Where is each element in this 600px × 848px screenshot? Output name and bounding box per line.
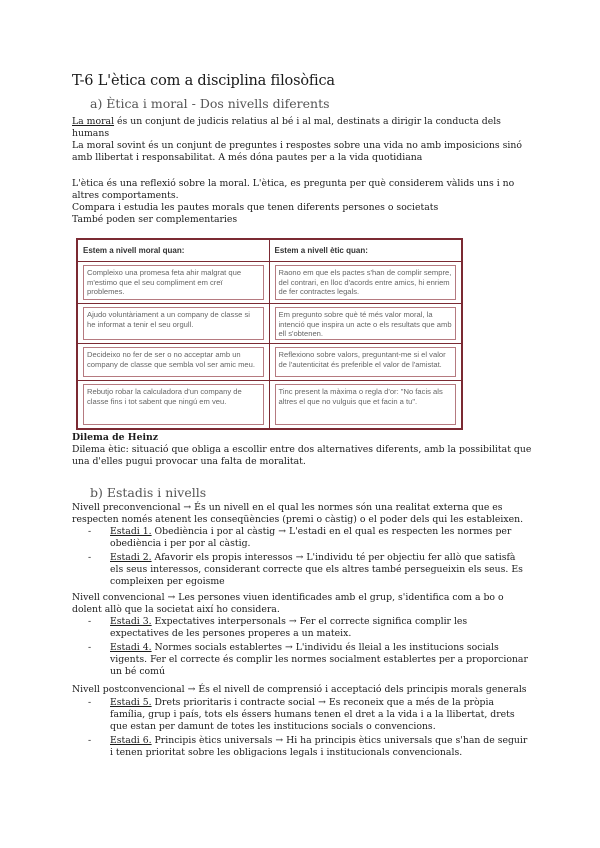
moral-definition: és un conjunt de judicis relatius al bé i al mal, destinats a dirigir la conducta dels humans: [72, 116, 501, 139]
dilema-heading: Dilema de Heinz: [72, 432, 159, 443]
term-moral: La moral: [72, 116, 115, 127]
table-header-moral: Estem a nivell moral quan:: [78, 240, 270, 262]
estadi-6-label: Estadi 6.: [110, 735, 152, 746]
estadi-6-text: Principis ètics universals → Hi ha principis ètics universals que s'han de seguir i tenen prioritat sobre les obligacions legals i institucionals convencionals.: [110, 735, 528, 758]
list-item-estadi-4: - Estadi 4. Normes socials establertes → L'individu és lleial a les institucions socials vigents. Fer el correcte és complir les normes socialment establertes per a proporcionar un bé comú: [88, 642, 528, 677]
estadi-3-label: Estadi 3.: [110, 616, 152, 627]
table-cell: Tinc present la màxima o regla d'or: "No facis als altres el que no vulguis que et facin a tu".: [270, 381, 462, 428]
paragraph-moral: [72, 116, 532, 140]
dilema-text: Dilema ètic: situació que obliga a escollir entre dos alternatives diferents, amb la possibilitat que una d'elles pugui provocar una falta de moralitat.: [72, 444, 532, 467]
list-item-estadi-6: - Estadi 6. Principis ètics universals → Hi ha principis ètics universals que s'han de seguir i tenen prioritat sobre les obligacions legals i institucionals convencionals.: [88, 735, 528, 758]
estadi-1-label: Estadi 1.: [110, 526, 152, 537]
preconventional-intro: Nivell preconvencional → És un nivell en el qual les normes són una realitat externa que es respecten només atenent les conseqüències (premi o càstig) o el poder dels qui les estableixen.: [72, 502, 524, 525]
page-title: T-6 L'ètica com a disciplina filosòfica: [72, 73, 335, 89]
estadi-2-label: Estadi 2.: [110, 552, 152, 563]
table-cell: Rebutjo robar la calculadora d'un company de classe fins i tot sabent que ningú em veu.: [78, 381, 270, 428]
paragraph-etica-3: També poden ser complementaries: [72, 214, 238, 225]
estadi-1-text: Obediència i por al càstig → L'estadi en el qual es respecten les normes per obediència i per por al càstig.: [110, 526, 512, 549]
table-cell: Reflexiono sobre valors, preguntant-me si el valor de l'autenticitat és preferible el valor de l'amistat.: [270, 344, 462, 381]
table-cell: Raono em que els pactes s'han de complir sempre, del contrari, en lloc d'acords entre amics, hi enriem de fer contractes legals.: [270, 262, 462, 304]
list-item-estadi-3: - Estadi 3. Expectatives interpersonals → Fer el correcte significa complir les expectatives de les persones properes a un mateix.: [88, 616, 468, 639]
estadi-5-text: Drets prioritaris i contracte social → Es reconeix que a més de la pròpia família, grup i país, tots els éssers humans tenen el dret a la vida i a la llibertat, drets que estan per damunt de totes les institucions socials o convencions.: [110, 697, 515, 732]
postconventional-intro: Nivell postconvencional → És el nivell de comprensió i acceptació dels principis morals generals: [72, 684, 527, 695]
estadi-4-label: Estadi 4.: [110, 642, 152, 653]
paragraph-etica-2: Compara i estudia les pautes morals que tenen diferents persones o societats: [72, 202, 439, 213]
estadi-2-text: Afavorir els propis interessos → L'individu té per objectiu fer allò que satisfà els seus interessos, considerant correcte que els altres també persegueixin els seus. Es compleixen per egoisme: [110, 552, 523, 587]
table-cell: Compleixo una promesa feta ahir malgrat que m'estimo que el seu compliment em creï problemes.: [78, 262, 270, 304]
estadi-5-label: Estadi 5.: [110, 697, 152, 708]
section-b-heading: b) Estadis i nivells: [90, 485, 207, 500]
conventional-intro: Nivell convencional → Les persones viuen identificades amb el grup, s'identifica com a bo o dolent allò que la societat així ho considera.: [72, 592, 504, 615]
table-cell: Decideixo no fer de ser o no acceptar amb un company de classe que sembla vol ser amic meu.: [78, 344, 270, 381]
table-cell: Em pregunto sobre què té més valor moral, la intenció que inspira un acte o els resultats que amb ell s'obtenen.: [270, 304, 462, 344]
paragraph-etica-1: L'ètica és una reflexió sobre la moral. L'ètica, es pregunta per què considerem vàlids uns i no altres comportaments.: [72, 178, 515, 201]
moral-vs-ethics-table: [76, 238, 463, 430]
estadi-3-text: Expectatives interpersonals → Fer el correcte significa complir les expectatives de les persones properes a un mateix.: [110, 616, 468, 639]
section-a-heading: a) Ètica i moral - Dos nivells diferents: [90, 96, 330, 111]
list-item-estadi-1: - Estadi 1. Obediència i por al càstig → L'estadi en el qual es respecten les normes per obediència i per por al càstig.: [88, 526, 512, 549]
table-cell: Ajudo voluntàriament a un company de classe si he informat a tenir el seu orgull.: [78, 304, 270, 344]
estadi-4-text: Normes socials establertes → L'individu és lleial a les institucions socials vigents. Fer el correcte és complir les normes socialment establertes per a proporcionar un bé comú: [110, 642, 528, 677]
list-item-estadi-2: - Estadi 2. Afavorir els propis interessos → L'individu té per objectiu fer allò que satisfà els seus interessos, considerant correcte que els altres també persegueixin els seus. Es compleixen per egoisme: [88, 552, 523, 587]
paragraph-moral-2: La moral sovint és un conjunt de preguntes i respostes sobre una vida no amb imposicions sinó amb llibertat i responsabilitat. A més dóna pautes per a la vida quotidiana: [72, 140, 522, 163]
table-header-etic: Estem a nivell ètic quan:: [270, 240, 462, 262]
list-item-estadi-5: - Estadi 5. Drets prioritaris i contracte social → Es reconeix que a més de la pròpia família, grup i país, tots els éssers humans tenen el dret a la vida i a la llibertat, drets que estan per damunt de totes les institucions socials o convencions.: [88, 697, 515, 732]
